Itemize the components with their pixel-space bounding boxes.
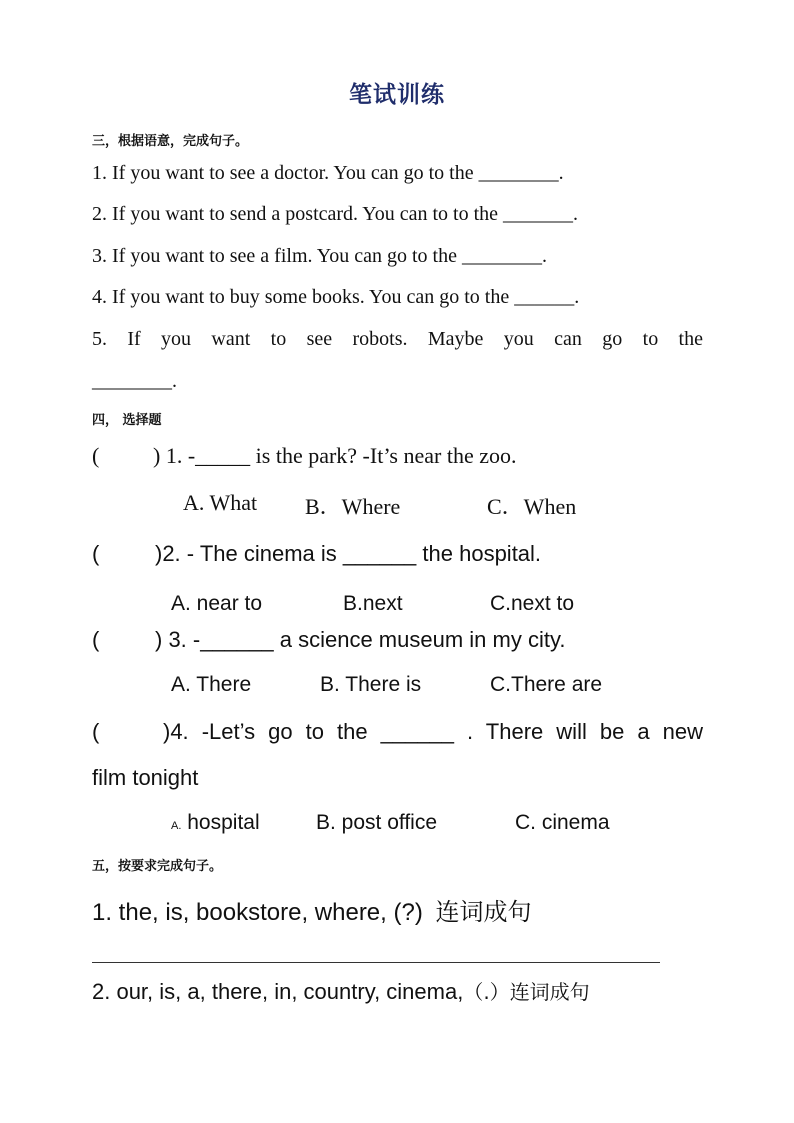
section5-item-2-words: 2. our, is, a, there, in, country, cinema,	[92, 979, 464, 1004]
section5-item-2-punct: （.）	[463, 980, 510, 1004]
q4-option-b: B. post office	[316, 811, 438, 834]
q2-option-a: A. near to	[171, 592, 263, 615]
section5-item-1-instruction: 连词成句	[435, 898, 532, 926]
section3-item-3: 3. If you want to see a film. You can go to the ________.	[92, 245, 547, 267]
section3-item-4: 4. If you want to buy some books. You can go to the ______.	[92, 286, 580, 308]
q1-option-b: B．Where	[305, 494, 401, 519]
section3-item-1: 1. If you want to see a doctor. You can go to the ________.	[92, 162, 564, 184]
q1-stem: ) 1. -_____ is the park? -It’s near the zoo.	[153, 443, 517, 468]
q2-option-c: C.next to	[490, 592, 575, 615]
section5-item-2-instruction: 连词成句	[509, 980, 590, 1004]
answer-line	[92, 962, 660, 963]
q3-paren: (	[92, 627, 100, 652]
q4-stem: )4. -Let’s go to the ______ . There will be a new	[163, 719, 703, 744]
q4-option-a	[171, 811, 260, 835]
section5-item-2	[92, 976, 590, 1005]
section3-item-2: 2. If you want to send a postcard. You can to to the _______.	[92, 203, 579, 225]
q3-stem: ) 3. -______ a science museum in my city.	[155, 627, 566, 652]
section5-item-1-words: 1. the, is, bookstore, where, (?)	[92, 899, 423, 926]
q4-stem-continued: film tonight	[92, 765, 199, 790]
q1-paren: (	[92, 443, 100, 468]
page-title: 笔试训练	[349, 82, 445, 108]
q3-option-a: A. There	[171, 673, 252, 696]
q2-paren: (	[92, 541, 100, 566]
q2-option-b: B.next	[343, 592, 403, 615]
section3-item-5-blank: ________.	[92, 370, 177, 392]
section5-heading: 五，按要求完成句子。	[92, 859, 223, 874]
q4-paren: (	[92, 719, 100, 744]
q1-option-c: C．When	[487, 494, 577, 519]
q3-option-c: C.There are	[490, 673, 603, 696]
section3-heading: 三，根据语意，完成句子。	[92, 134, 249, 149]
section4-heading: 四， 选择题	[92, 413, 162, 428]
q4-option-c: C. cinema	[515, 811, 610, 834]
q3-option-b: B. There is	[320, 673, 422, 696]
section5-item-1	[92, 892, 532, 927]
section3-item-5: 5. If you want to see robots. Maybe you can go to the	[92, 328, 703, 350]
q2-stem: )2. - The cinema is ______ the hospital.	[155, 541, 542, 566]
q1-option-a: A. What	[183, 490, 258, 515]
q4-option-a-text: hospital	[187, 811, 260, 834]
q4-option-a-letter: A.	[171, 820, 182, 832]
